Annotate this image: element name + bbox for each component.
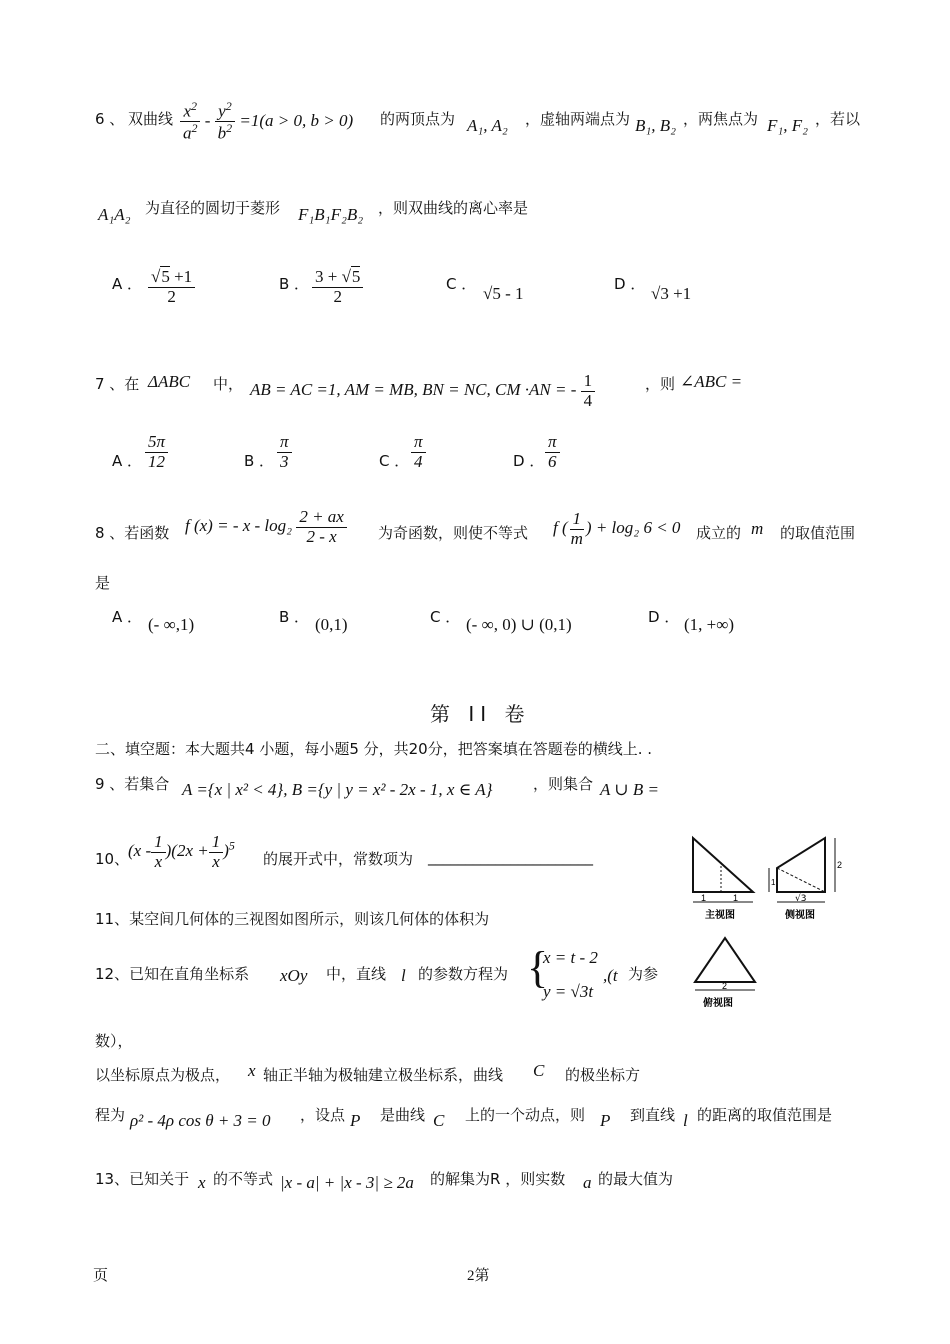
- q12-text-3: 为参: [628, 965, 659, 983]
- q7-option-c-value: $\frac{\pi}{4}$: [411, 433, 426, 471]
- q6-option-b-value: $\frac{3 + √5}{2}$: [312, 268, 363, 306]
- q7-number: 7 、在: [95, 375, 140, 393]
- q12-line3-c: 是曲线: [380, 1106, 426, 1124]
- q13-text-3: 的最大值为: [598, 1170, 674, 1188]
- top-dim-2: 2: [722, 981, 728, 991]
- q12-text-1: 中，直线: [326, 965, 387, 983]
- q8-option-d-value: (1, +∞): [684, 615, 735, 634]
- q7-angle: ∠ABC =: [680, 372, 743, 391]
- q8-text-4: 是: [95, 574, 111, 592]
- q8-number: 8 、若函数: [95, 524, 170, 542]
- q12-x: x: [248, 1061, 256, 1080]
- q13-text-2: 的解集为R ，则实数: [430, 1170, 566, 1188]
- q12-l: l: [401, 966, 406, 985]
- front-dim-1: 1: [701, 893, 707, 903]
- q6-text-6: 为直径的圆切于菱形: [145, 199, 281, 217]
- footer-left: 页: [93, 1268, 109, 1284]
- q8-option-a-value: (- ∞,1): [148, 615, 195, 634]
- q6-option-c-value: √5 - 1: [483, 284, 524, 303]
- q6-hyperbola-equation: $\frac{x^2}{a^2}$ - $\frac{y^2}{b^2}$ =1(a > 0, b > 0): [180, 100, 353, 144]
- q12-c: C: [433, 1111, 445, 1130]
- q8-text-1: 为奇函数，则使不等式: [378, 524, 529, 542]
- q6-option-d-label: D ．: [614, 275, 646, 293]
- q7-option-b-value: $\frac{\pi}{3}$: [277, 433, 292, 471]
- q6-a1a2: A₁A₂: [98, 205, 131, 224]
- q8-text-2: 成立的: [696, 524, 742, 542]
- q12-line3-d: 上的一个动点，则: [465, 1106, 586, 1124]
- q11-text: 11、某空间几何体的三视图如图所示，则该几何体的体积为: [95, 910, 490, 928]
- q12-l2: l: [683, 1111, 688, 1130]
- q9-sets: A ={x | x² < 4}, B ={y | y = x² - 2x - 1, x ∈ A}: [182, 780, 493, 799]
- q6-text-7: ，则双曲线的离心率是: [378, 199, 529, 217]
- q8-inequality: f ( $\frac{1}{m}$ ) + log₂ 6 < 0: [553, 509, 681, 548]
- q13-text-1: 的不等式: [213, 1170, 274, 1188]
- q7-option-b-label: B ．: [244, 452, 275, 470]
- q7-condition: AB = AC =1, AM = MB, BN = NC, CM ·AN = - $\frac{1}{4}$: [250, 372, 595, 410]
- q6-option-a-value: $\frac{√5 +1}{2}$: [148, 268, 195, 306]
- q8-option-c-label: C ．: [430, 608, 461, 626]
- q8-option-c-value: (- ∞, 0) ∪ (0,1): [466, 615, 572, 634]
- q12-eq1: x = t - 2: [543, 948, 598, 967]
- q12-line2-c: 的极坐标方: [565, 1066, 641, 1084]
- q8-text-3: 的取值范围: [780, 524, 856, 542]
- q13-x: x: [198, 1173, 206, 1192]
- q6-option-a-label: A ．: [112, 275, 143, 293]
- q8-option-d-label: D ．: [648, 608, 680, 626]
- q9-result: A ∪ B =: [600, 780, 659, 799]
- q8-option-a-label: A ．: [112, 608, 143, 626]
- q12-line3-f: 的距离的取值范围是: [697, 1106, 833, 1124]
- q12-line3-e: 到直线: [630, 1106, 676, 1124]
- q10-number: 10、: [95, 850, 130, 868]
- q12-polar-equation: ρ² - 4ρ cos θ + 3 = 0: [130, 1111, 271, 1130]
- q10-answer-blank[interactable]: ______________________: [428, 848, 593, 866]
- q12-p2: P: [600, 1111, 611, 1130]
- side-view-drawing: [769, 838, 835, 902]
- q6-text-2: 的两顶点为: [380, 110, 456, 128]
- q13-a: a: [583, 1173, 592, 1192]
- q12-curve-c: C: [533, 1061, 545, 1080]
- q6-option-b-label: B ．: [279, 275, 310, 293]
- side-view-label: 侧视图: [785, 910, 815, 921]
- q12-xoy: xOy: [280, 966, 308, 985]
- q12-brace: {: [527, 943, 549, 992]
- q7-triangle: ΔABC: [148, 372, 191, 391]
- side-dim-sqrt3: √3: [795, 894, 807, 904]
- q8-m: m: [751, 519, 764, 538]
- q6-text-5: ，若以: [815, 110, 861, 128]
- side-dim-1: 1: [771, 878, 776, 887]
- q12-number: 12、已知在直角坐标系: [95, 965, 250, 983]
- q8-function: f (x) = - x - log₂ $\frac{2 + ax}{2 - x}$: [185, 508, 347, 546]
- q12-line2-b: 轴正半轴为极轴建立极坐标系，曲线: [263, 1066, 504, 1084]
- q6-option-c-label: C ．: [446, 275, 477, 293]
- q6-text-3: ，虚轴两端点为: [525, 110, 631, 128]
- q6-option-d-value: √3 +1: [651, 284, 692, 303]
- q12-text-2: 的参数方程为: [418, 965, 509, 983]
- q7-option-d-label: D ．: [513, 452, 545, 470]
- q12-t: ,(t: [603, 966, 618, 985]
- q8-option-b-label: B ．: [279, 608, 310, 626]
- q12-eq2: y = √3t: [543, 982, 594, 1001]
- q13-number: 13、已知关于: [95, 1170, 190, 1188]
- q10-text-1: 的展开式中，常数项为: [263, 850, 414, 868]
- front-dim-2: 1: [733, 893, 739, 903]
- three-view-figure: [685, 830, 855, 1020]
- part2-intro: 二、填空题：本大题共4 小题，每小题5 分，共20分，把答案填在答题卷的横线上. .: [95, 740, 653, 758]
- q6-text-4: ，两焦点为: [683, 110, 759, 128]
- q10-expression: (x - $\frac{1}{x}$ )(2x + $\frac{1}{x}$ )$^5$: [128, 832, 235, 871]
- q12-line2-a: 以坐标原点为极点，: [95, 1066, 231, 1084]
- q6-axis-ends: B₁, B₂: [635, 116, 677, 135]
- q12-p: P: [350, 1111, 361, 1130]
- front-view-label: 主视图: [705, 910, 735, 921]
- footer-page: 2第: [467, 1268, 490, 1284]
- top-view-label: 俯视图: [703, 998, 733, 1009]
- q12-line3-b: ，设点: [300, 1106, 346, 1124]
- q6-foci: F₁, F₂: [767, 116, 809, 135]
- q13-inequality: |x - a| + |x - 3| ≥ 2a: [280, 1173, 414, 1192]
- q6-vertices: A₁, A₂: [467, 116, 508, 135]
- q9-number: 9 、若集合: [95, 775, 170, 793]
- q7-option-d-value: $\frac{\pi}{6}$: [545, 433, 560, 471]
- q7-text-2: ，则: [645, 375, 676, 393]
- q6-rhombus: F₁B₁F₂B₂: [298, 205, 364, 224]
- q6-number: 6 、: [95, 110, 125, 128]
- q12-text-4: 数），: [95, 1032, 133, 1050]
- q6-text-1: 双曲线: [128, 110, 174, 128]
- q7-text-1: 中，: [213, 375, 244, 393]
- q7-option-a-label: A ．: [112, 452, 143, 470]
- q7-option-a-value: $\frac{5\pi}{12}$: [145, 433, 168, 471]
- q12-line3-a: 程为: [95, 1106, 126, 1124]
- section-title: 第 II 卷: [430, 702, 531, 726]
- q8-option-b-value: (0,1): [315, 615, 348, 634]
- q9-text-1: ，则集合: [533, 775, 594, 793]
- q7-option-c-label: C ．: [379, 452, 410, 470]
- side-dim-2: 2: [837, 860, 843, 870]
